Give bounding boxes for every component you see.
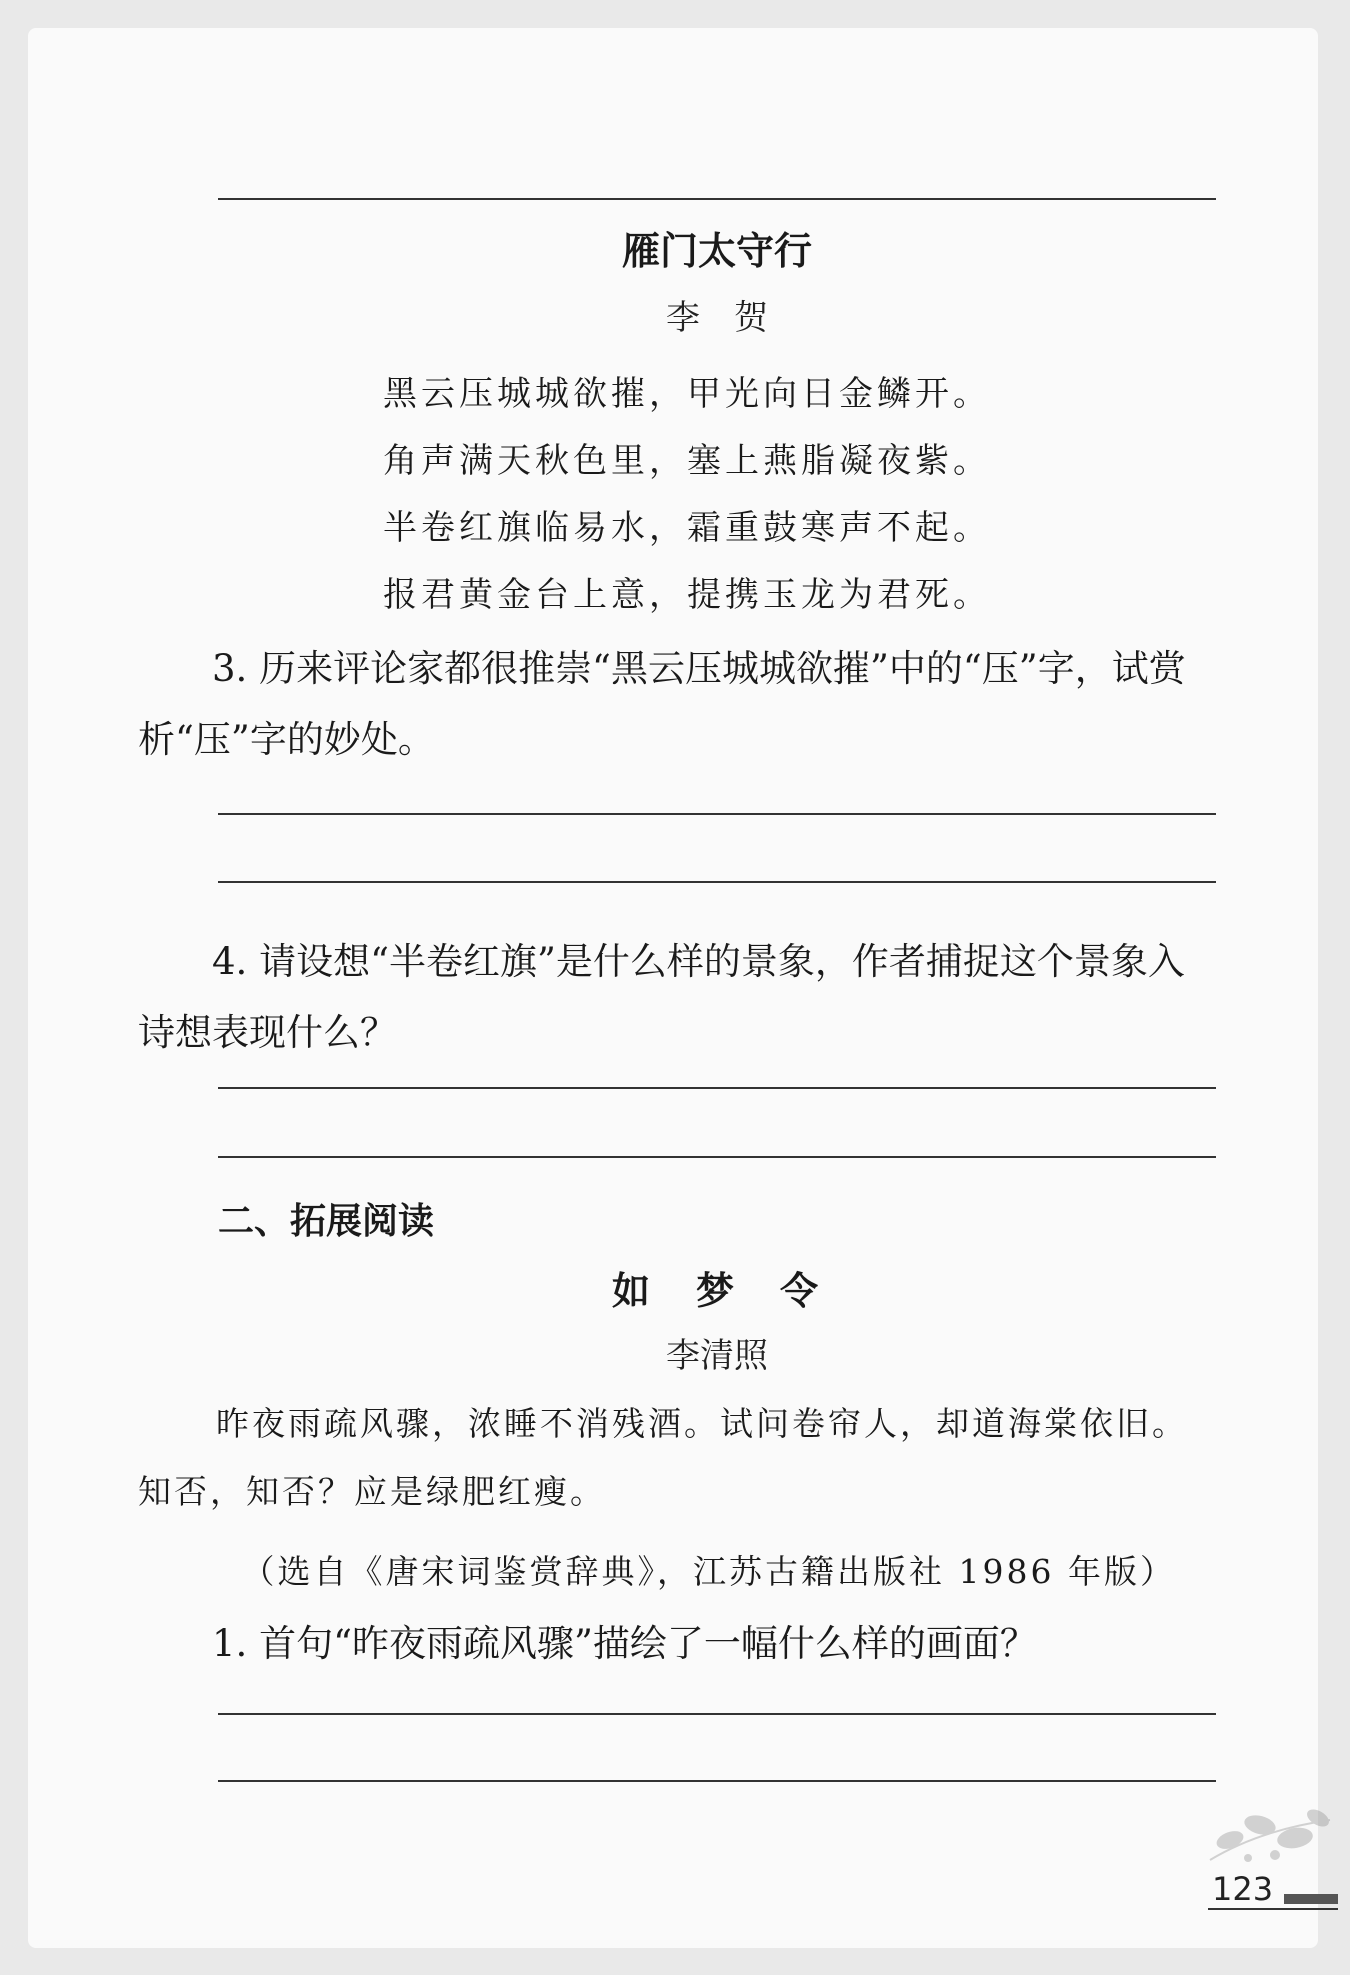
answer-line[interactable] (218, 1713, 1216, 1715)
answer-line[interactable] (218, 1087, 1216, 1089)
page (28, 28, 1318, 1948)
poem-title: 如 梦 令 (611, 1269, 822, 1313)
answer-line (218, 198, 1216, 200)
answer-line[interactable] (218, 813, 1216, 815)
poem-line: 半卷红旗临易水，霜重鼓寒声不起。 (383, 508, 991, 548)
page-number-underline (1208, 1908, 1338, 1910)
answer-line[interactable] (218, 1156, 1216, 1158)
page-number-bar (1284, 1894, 1338, 1904)
poem-line: 黑云压城城欲摧，甲光向日金鳞开。 (383, 374, 991, 414)
question-4 (138, 926, 1218, 1068)
poem-author: 李清照 (666, 1336, 768, 1376)
citation: （选自《唐宋词鉴赏辞典》，江苏古籍出版社 1986 年版） (241, 1552, 1176, 1591)
poem-title: 雁门太守行 (621, 229, 812, 273)
question-3 (138, 633, 1218, 775)
answer-line[interactable] (218, 1780, 1216, 1782)
poem-text-content: 昨夜雨疏风骤，浓睡不消残酒。试问卷帘人，却道海棠依旧。知否，知否？应是绿肥红瘦。 (138, 1404, 1188, 1511)
poem-text (138, 1390, 1218, 1526)
answer-line[interactable] (218, 881, 1216, 883)
poem-line: 报君黄金台上意，提携玉龙为君死。 (383, 575, 991, 615)
page-number: 123 (1212, 1870, 1274, 1908)
question-3-text: 3. 历来评论家都很推崇“黑云压城城欲摧”中的“压”字，试赏析“压”字的妙处。 (138, 647, 1186, 761)
poem-author: 李 贺 (666, 298, 768, 338)
leaf-ornament-icon (1200, 1800, 1340, 1870)
question-4-text: 4. 请设想“半卷红旗”是什么样的景象，作者捕捉这个景象入诗想表现什么？ (138, 940, 1185, 1054)
poem-line: 角声满天秋色里，塞上燕脂凝夜紫。 (383, 441, 991, 481)
section-heading: 二、拓展阅读 (218, 1201, 435, 1242)
question-1 (138, 1608, 1218, 1679)
question-1-text: 1. 首句“昨夜雨疏风骤”描绘了一幅什么样的画面？ (212, 1622, 1037, 1665)
